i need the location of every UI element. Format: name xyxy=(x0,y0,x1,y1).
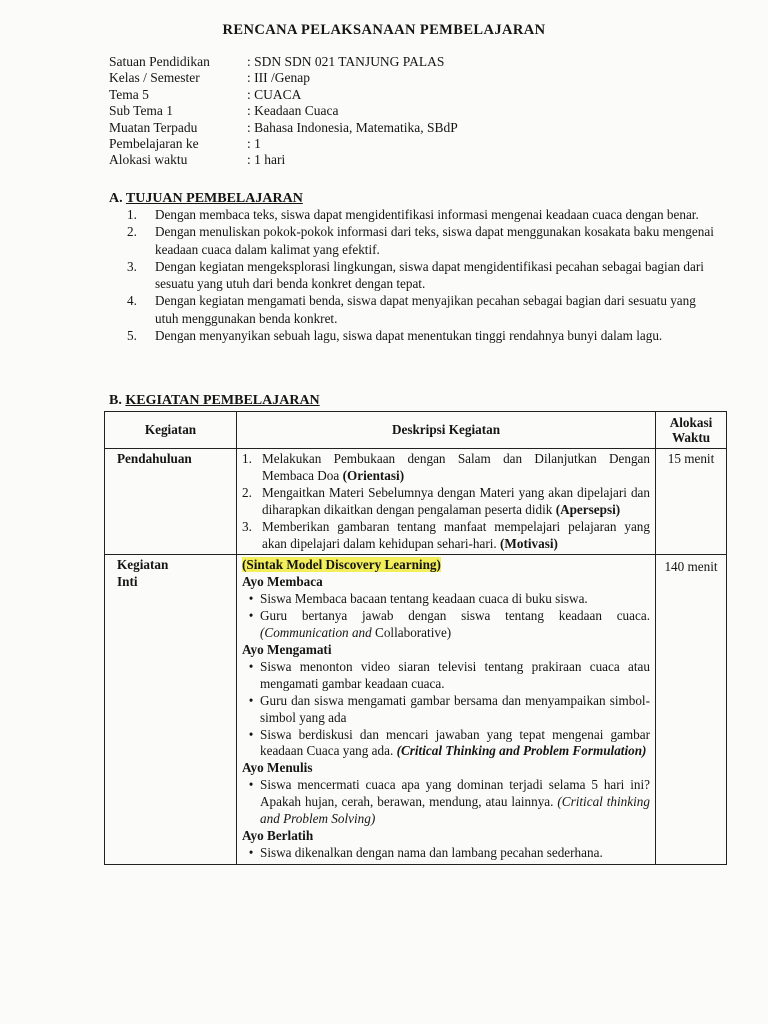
list-item: • Siswa Membaca bacaan tentang keadaan cuaca di buku siswa. xyxy=(248,591,588,607)
meta-row xyxy=(109,136,458,152)
phase-cell: Pendahuluan xyxy=(105,449,237,555)
table-row xyxy=(105,555,727,864)
header-deskripsi: Deskripsi Kegiatan xyxy=(237,412,656,449)
meta-row xyxy=(109,54,458,70)
time-value: 140 menit xyxy=(664,559,718,575)
phase-label: Kegiatan Inti xyxy=(117,557,169,590)
meta-value: : SDN SDN 021 TANJUNG PALAS xyxy=(247,54,445,69)
list-item: 3. Dengan kegiatan mengeksplorasi lingkungan, siswa dapat mengidentifikasi pecahan sebagai bagian dari sesuatu yang utuh dari benda konkret dengan tepat. xyxy=(127,258,717,293)
list-item: 1. Dengan membaca teks, siswa dapat mengidentifikasi informasi mengenai keadaan cuaca dengan benar. xyxy=(127,207,699,222)
objective-text: Dengan membaca teks, siswa dapat mengidentifikasi informasi mengenai keadaan cuaca dengan benar. xyxy=(155,207,699,222)
subheading-mengamati: Ayo Mengamati xyxy=(242,641,332,657)
list-item: 3. Memberikan gambaran tentang manfaat mempelajari pelajaran yang akan dipelajari dalam kehidupan sehari-hari. (Motivasi) xyxy=(242,518,650,551)
phase-cell xyxy=(105,555,237,864)
objective-text: Dengan menuliskan pokok-pokok informasi dari teks, siswa dapat menggunakan kosakata baku mengenai keadaan cuaca dalam kalimat yang efektif. xyxy=(155,224,714,257)
meta-value: : CUACA xyxy=(247,86,302,102)
list-item: • Siswa berdiskusi dan mencari jawaban yang tepat mengenai gambar keadaan Cuaca yang ada. (Critical Thinking and Problem Formulation) xyxy=(248,726,650,759)
meta-row xyxy=(109,87,458,103)
description-cell xyxy=(237,449,656,555)
meta-row xyxy=(109,152,458,168)
table-header-row xyxy=(105,412,727,449)
meta-block xyxy=(109,54,458,169)
meta-label: Muatan Terpadu xyxy=(109,119,198,135)
list-item: 1. Melakukan Pembukaan dengan Salam dan Dilanjutkan Dengan Membaca Doa (Orientasi) xyxy=(242,451,650,483)
section-title: KEGIATAN PEMBELAJARAN xyxy=(125,393,320,408)
subheading-menulis: Ayo Menulis xyxy=(242,760,313,776)
objective-text: Dengan kegiatan mengamati benda, siswa dapat menyajikan pecahan sebagai bagian dari sesuatu yang utuh menggunakan benda konkret. xyxy=(155,293,696,326)
list-item: • Siswa mencermati cuaca apa yang dominan terjadi selama 5 hari ini? Apakah hujan, cerah, berawan, mendung, atau lainnya. (Critical thinking and Problem Solving) xyxy=(248,777,650,827)
list-item: 4. Dengan kegiatan mengamati benda, siswa dapat menyajikan pecahan sebagai bagian dari sesuatu yang utuh menggunakan benda konkret. xyxy=(127,292,717,327)
steps-list xyxy=(242,451,650,552)
objective-text: Dengan menyanyikan sebuah lagu, siswa dapat menentukan tinggi rendahnya bunyi dalam lagu. xyxy=(155,328,663,344)
bullet-list xyxy=(242,591,650,642)
table-row xyxy=(105,449,727,555)
header-alokasi: Alokasi Waktu xyxy=(656,412,727,449)
meta-value: : 1 hari xyxy=(247,152,286,168)
meta-label: Tema 5 xyxy=(109,86,149,102)
description-cell xyxy=(237,555,656,864)
objective-text: Dengan kegiatan mengeksplorasi lingkungan, siswa dapat mengidentifikasi pecahan sebagai bagian dari sesuatu yang utuh dari benda konkret dengan tepat. xyxy=(155,258,704,292)
meta-label: Pembelajaran ke xyxy=(109,136,199,152)
meta-label: Alokasi waktu xyxy=(109,152,188,168)
list-item: • Guru bertanya jawab dengan siswa tentang keadaan cuaca. (Communication and Collaborative) xyxy=(248,608,650,641)
list-item: • Guru dan siswa mengamati gambar bersama dan menyampaikan simbol-simbol yang ada xyxy=(248,692,650,725)
time-cell: 15 menit xyxy=(656,449,727,555)
meta-label: Satuan Pendidikan xyxy=(109,54,210,69)
activities-table xyxy=(104,411,727,865)
meta-label: Sub Tema 1 xyxy=(109,103,174,119)
meta-row xyxy=(109,103,458,119)
section-b-heading xyxy=(109,393,320,409)
meta-value: : 1 xyxy=(247,136,261,152)
list-item: 2. Dengan menuliskan pokok-pokok informasi dari teks, siswa dapat menggunakan kosakata baku mengenai keadaan cuaca dalam kalimat yang efektif. xyxy=(127,223,717,258)
meta-value: : Bahasa Indonesia, Matematika, SBdP xyxy=(247,119,458,135)
section-letter: A. xyxy=(109,191,123,206)
subheading-membaca: Ayo Membaca xyxy=(242,574,323,590)
list-item: 2. Mengaitkan Materi Sebelumnya dengan Materi yang akan dipelajari dan diharapkan dikaitkan dengan pengalaman peserta didik (Apersepsi) xyxy=(242,484,650,517)
meta-value: : Keadaan Cuaca xyxy=(247,103,339,119)
subheading-berlatih: Ayo Berlatih xyxy=(242,827,314,843)
time-cell xyxy=(656,555,727,864)
bullet-list xyxy=(242,777,650,828)
meta-row xyxy=(109,120,458,136)
meta-row xyxy=(109,70,458,86)
header-kegiatan: Kegiatan xyxy=(105,412,237,449)
section-letter: B. xyxy=(109,393,122,408)
bullet-list xyxy=(242,845,650,862)
meta-label: Kelas / Semester xyxy=(109,70,200,86)
section-a-heading xyxy=(109,191,303,207)
model-label: (Sintak Model Discovery Learning) xyxy=(242,557,441,573)
bullet-list xyxy=(242,659,650,760)
section-title: TUJUAN PEMBELAJARAN xyxy=(125,191,303,206)
list-item: • Siswa menonton video siaran televisi tentang prakiraan cuaca atau mengamati gambar keadaan cuaca. xyxy=(248,658,650,691)
meta-value: : III /Genap xyxy=(247,70,310,86)
list-item: • Siswa dikenalkan dengan nama dan lambang pecahan sederhana. xyxy=(248,844,603,860)
document-title: RENCANA PELAKSANAAN PEMBELAJARAN xyxy=(222,22,546,38)
objectives-list xyxy=(127,206,717,344)
list-item: 5. Dengan menyanyikan sebuah lagu, siswa dapat menentukan tinggi rendahnya bunyi dalam lagu. xyxy=(127,328,663,344)
